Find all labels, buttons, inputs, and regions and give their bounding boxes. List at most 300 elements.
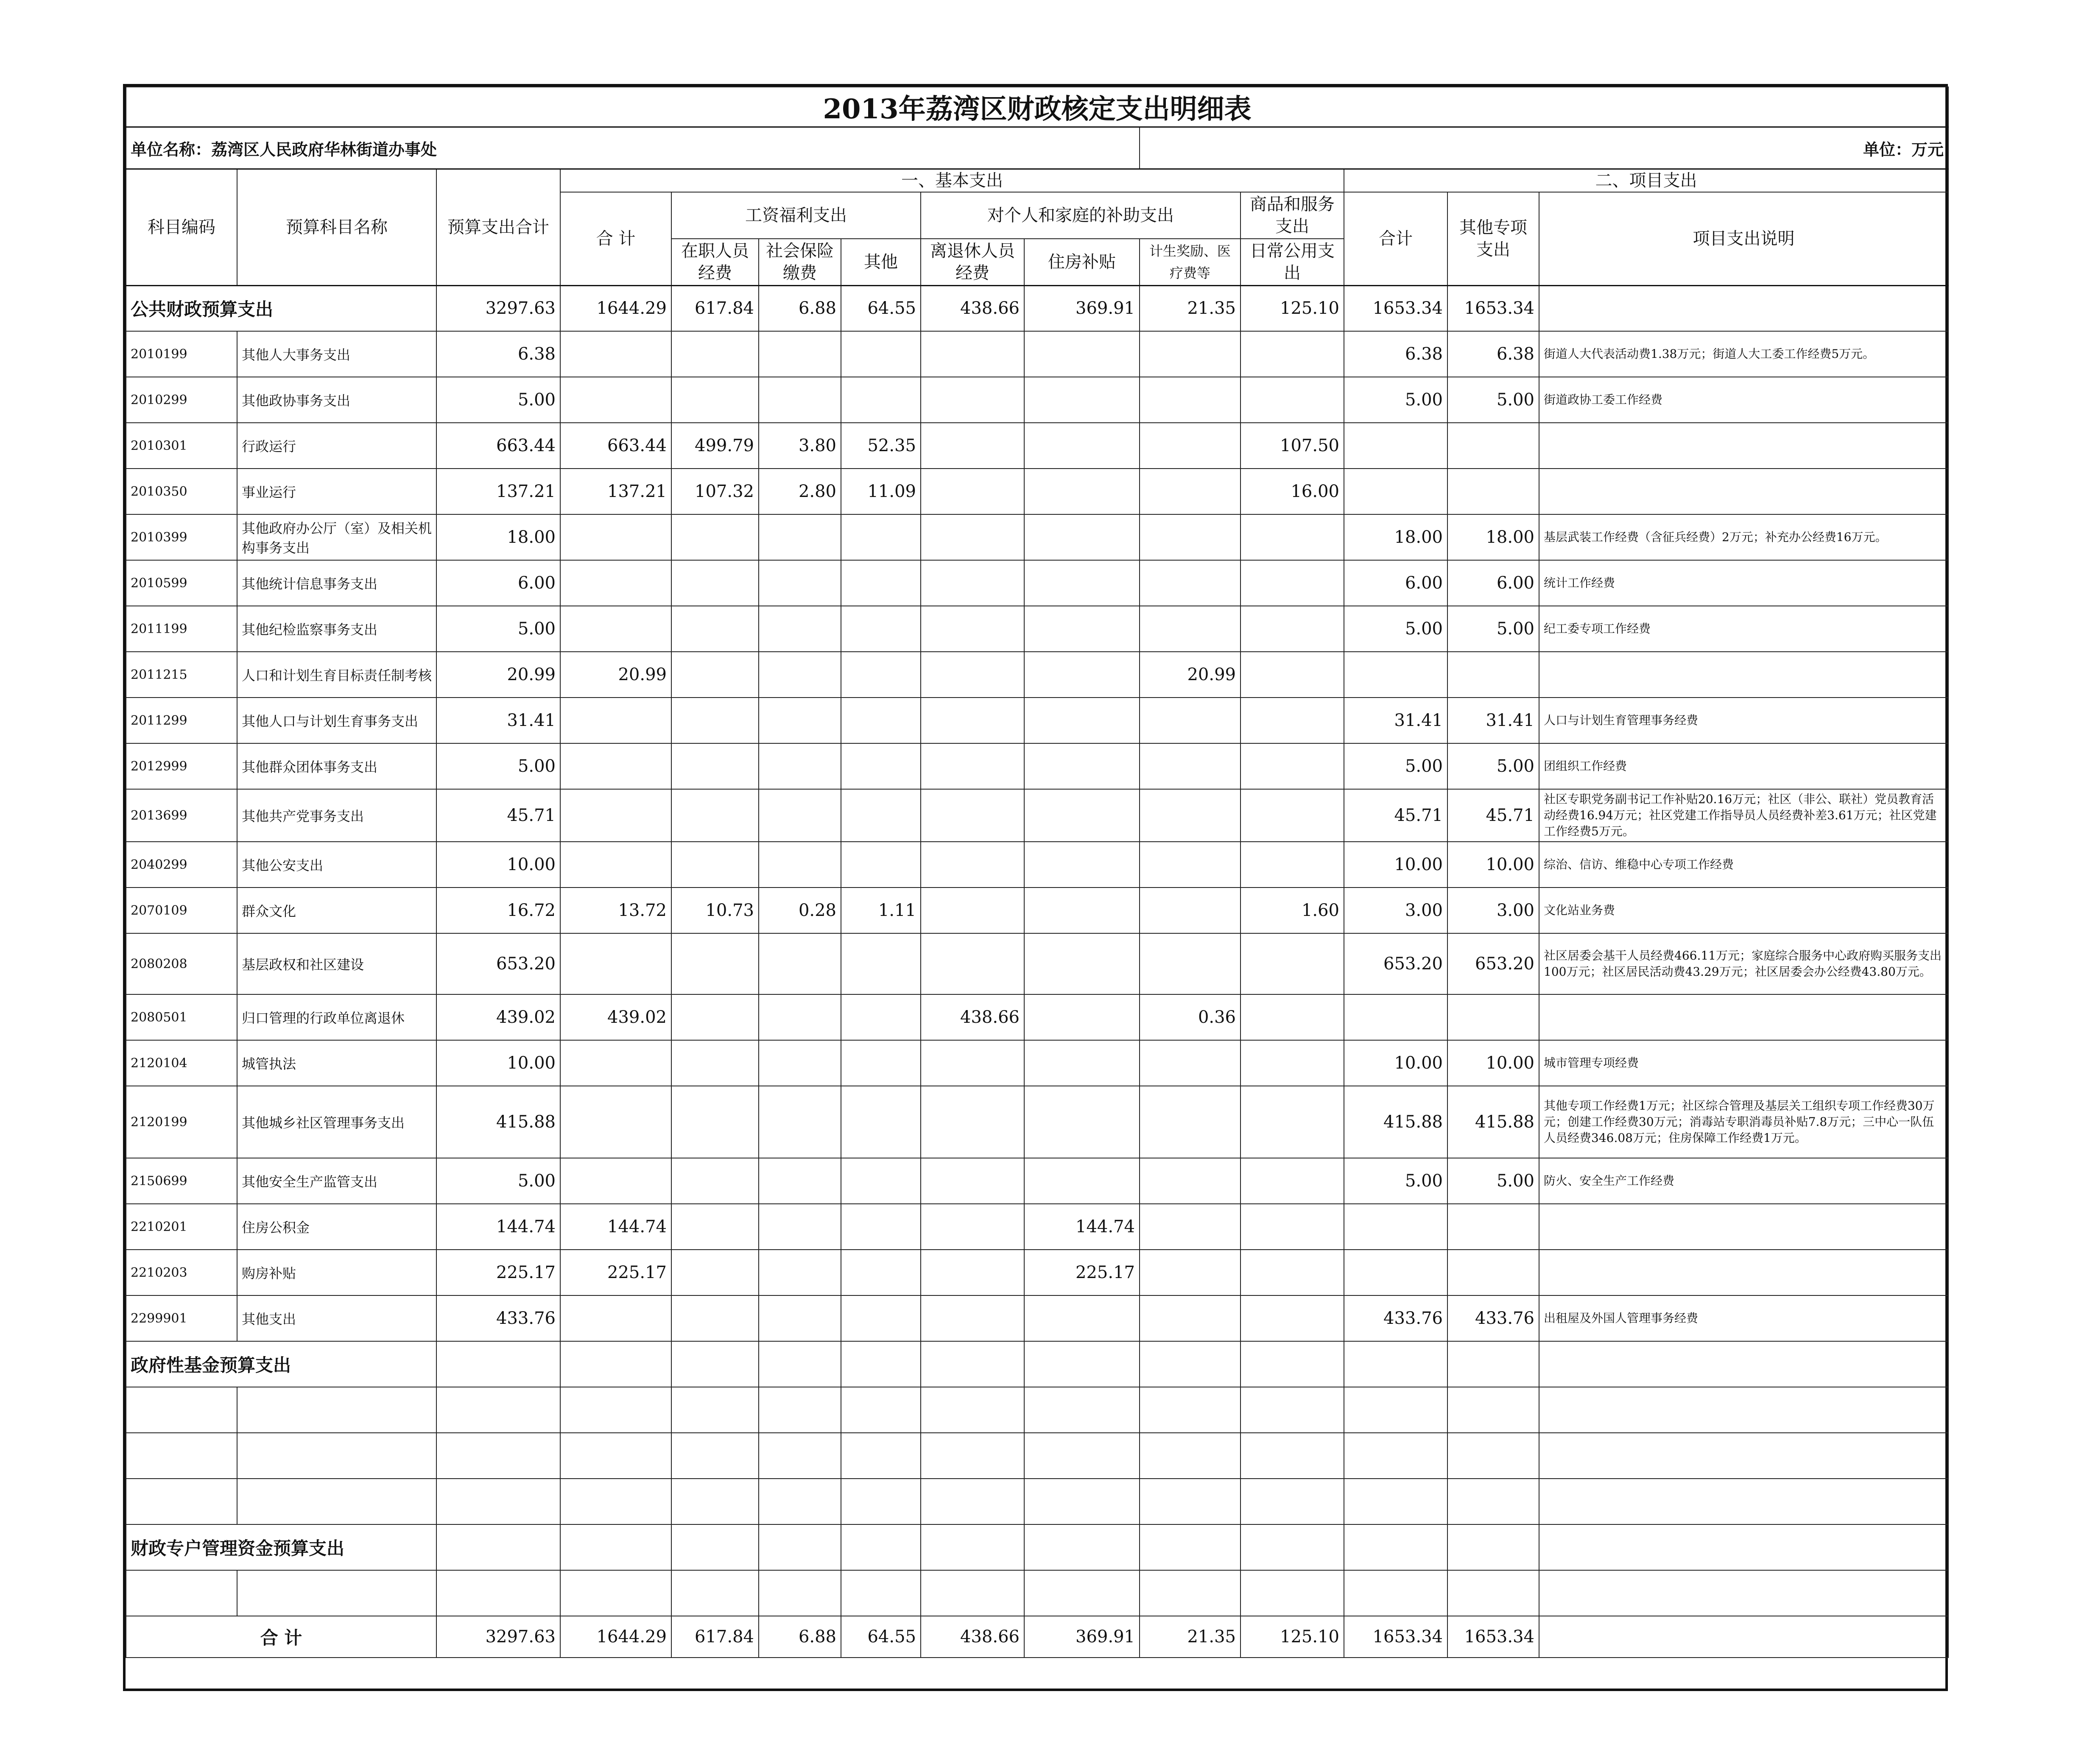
row-note: 统计工作经费 <box>1539 560 1948 606</box>
unit-name: 单位名称：荔湾区人民政府华林街道办事处 <box>126 127 1140 169</box>
row-code: 2150699 <box>126 1158 237 1204</box>
row-value <box>921 606 1024 652</box>
row-name: 住房公积金 <box>237 1204 436 1250</box>
row-value: 415.88 <box>1344 1086 1447 1158</box>
row-value <box>1140 1158 1240 1204</box>
row-value <box>759 1204 841 1250</box>
row-value: 10.00 <box>1447 842 1539 888</box>
header-proj-other: 其他专项支出 <box>1447 192 1539 285</box>
row-name: 其他公安支出 <box>237 842 436 888</box>
table-row <box>126 1086 1948 1158</box>
row-value: 653.20 <box>1447 933 1539 994</box>
row-value <box>921 1204 1024 1250</box>
row-value: 18.00 <box>1344 514 1447 560</box>
row-value: 31.41 <box>436 698 560 743</box>
header-wage-group: 工资福利支出 <box>671 192 921 239</box>
table-row <box>126 698 1948 743</box>
total-value: 64.55 <box>841 1616 921 1658</box>
row-code: 2070109 <box>126 888 237 933</box>
header-birth: 计生奖励、医疗费等 <box>1140 239 1240 285</box>
row-value <box>671 842 759 888</box>
row-note: 综治、信访、维稳中心专项工作经费 <box>1539 842 1948 888</box>
row-note <box>1539 1204 1948 1250</box>
header-budget-total: 预算支出合计 <box>436 169 560 286</box>
row-value: 6.38 <box>1447 331 1539 377</box>
row-note <box>1539 1250 1948 1295</box>
row-value: 144.74 <box>436 1204 560 1250</box>
row-value <box>1024 1158 1140 1204</box>
row-value <box>671 994 759 1040</box>
row-value <box>560 331 671 377</box>
row-value: 31.41 <box>1447 698 1539 743</box>
row-name: 其他政协事务支出 <box>237 377 436 423</box>
row-value: 415.88 <box>436 1086 560 1158</box>
total-value: 1653.34 <box>1447 1616 1539 1658</box>
row-note: 团组织工作经费 <box>1539 743 1948 789</box>
row-name: 行政运行 <box>237 423 436 469</box>
row-value: 1.11 <box>841 888 921 933</box>
row-note: 城市管理专项经费 <box>1539 1040 1948 1086</box>
row-value <box>759 1295 841 1341</box>
row-code: 2013699 <box>126 789 237 842</box>
table-row <box>126 1295 1948 1341</box>
row-value <box>1240 331 1344 377</box>
table-row <box>126 423 1948 469</box>
row-note: 防火、安全生产工作经费 <box>1539 1158 1948 1204</box>
row-value: 225.17 <box>1024 1250 1140 1295</box>
row-value <box>841 1250 921 1295</box>
row-value <box>759 994 841 1040</box>
row-value <box>1140 514 1240 560</box>
row-value <box>560 514 671 560</box>
row-value: 225.17 <box>560 1250 671 1295</box>
row-value: 433.76 <box>1447 1295 1539 1341</box>
row-code: 2011299 <box>126 698 237 743</box>
row-value <box>759 789 841 842</box>
budget-table <box>126 87 1949 1658</box>
row-code: 2010350 <box>126 469 237 514</box>
row-value: 18.00 <box>436 514 560 560</box>
row-value <box>560 933 671 994</box>
section-public-value: 438.66 <box>921 285 1024 331</box>
row-value: 31.41 <box>1344 698 1447 743</box>
row-value: 11.09 <box>841 469 921 514</box>
row-value <box>1024 469 1140 514</box>
row-name: 事业运行 <box>237 469 436 514</box>
row-value <box>1024 377 1140 423</box>
row-value: 653.20 <box>1344 933 1447 994</box>
row-value <box>1024 560 1140 606</box>
row-name: 其他统计信息事务支出 <box>237 560 436 606</box>
row-name: 其他城乡社区管理事务支出 <box>237 1086 436 1158</box>
page-title: 2013年荔湾区财政核定支出明细表 <box>126 87 1948 127</box>
row-value: 107.50 <box>1240 423 1344 469</box>
row-value: 653.20 <box>436 933 560 994</box>
row-note: 人口与计划生育管理事务经费 <box>1539 698 1948 743</box>
row-value <box>671 1250 759 1295</box>
row-value <box>1024 698 1140 743</box>
section-public-value: 125.10 <box>1240 285 1344 331</box>
row-value: 439.02 <box>560 994 671 1040</box>
table-row <box>126 789 1948 842</box>
row-value <box>560 1040 671 1086</box>
row-name: 群众文化 <box>237 888 436 933</box>
row-value <box>841 331 921 377</box>
total-value: 617.84 <box>671 1616 759 1658</box>
row-name: 其他安全生产监管支出 <box>237 1158 436 1204</box>
row-value: 6.00 <box>1447 560 1539 606</box>
row-value <box>1140 1040 1240 1086</box>
row-note <box>1539 423 1948 469</box>
row-value <box>841 1158 921 1204</box>
section-public-value: 1653.34 <box>1447 285 1539 331</box>
row-value <box>1240 789 1344 842</box>
table-row <box>126 888 1948 933</box>
row-name: 其他共产党事务支出 <box>237 789 436 842</box>
row-name: 购房补贴 <box>237 1250 436 1295</box>
row-value: 18.00 <box>1447 514 1539 560</box>
row-value <box>921 1158 1024 1204</box>
table-row <box>126 560 1948 606</box>
table-row <box>126 743 1948 789</box>
row-note <box>1539 994 1948 1040</box>
row-value: 5.00 <box>436 1158 560 1204</box>
row-note: 街道政协工委工作经费 <box>1539 377 1948 423</box>
row-code: 2010301 <box>126 423 237 469</box>
header-basic-total: 合 计 <box>560 192 671 285</box>
row-value: 6.38 <box>436 331 560 377</box>
row-code: 2080208 <box>126 933 237 994</box>
row-value: 13.72 <box>560 888 671 933</box>
row-value <box>1140 789 1240 842</box>
row-value <box>759 377 841 423</box>
row-value <box>1024 789 1140 842</box>
row-value <box>921 743 1024 789</box>
row-value: 499.79 <box>671 423 759 469</box>
row-value <box>560 606 671 652</box>
row-value <box>671 933 759 994</box>
row-value <box>1447 994 1539 1040</box>
table-row <box>126 652 1948 698</box>
row-value: 2.80 <box>759 469 841 514</box>
row-value <box>921 842 1024 888</box>
row-name: 其他人大事务支出 <box>237 331 436 377</box>
row-value <box>841 560 921 606</box>
table-row <box>126 469 1948 514</box>
total-value: 6.88 <box>759 1616 841 1658</box>
row-value <box>560 698 671 743</box>
header-proj-note: 项目支出说明 <box>1539 192 1948 285</box>
row-value <box>841 789 921 842</box>
row-value <box>1024 652 1140 698</box>
row-value: 5.00 <box>1447 377 1539 423</box>
row-value <box>560 1158 671 1204</box>
row-value <box>1140 606 1240 652</box>
row-value <box>1344 994 1447 1040</box>
row-value: 3.00 <box>1344 888 1447 933</box>
row-value: 0.28 <box>759 888 841 933</box>
row-value: 20.99 <box>560 652 671 698</box>
row-value <box>671 1204 759 1250</box>
row-value <box>671 1295 759 1341</box>
section-public-value: 3297.63 <box>436 285 560 331</box>
row-value: 0.36 <box>1140 994 1240 1040</box>
row-value: 5.00 <box>436 606 560 652</box>
row-value <box>921 698 1024 743</box>
row-value <box>921 888 1024 933</box>
header-subsidy-group: 对个人和家庭的补助支出 <box>921 192 1240 239</box>
table-row <box>126 1158 1948 1204</box>
row-name: 归口管理的行政单位离退休 <box>237 994 436 1040</box>
row-value <box>1240 842 1344 888</box>
row-value <box>759 842 841 888</box>
table-row <box>126 1204 1948 1250</box>
row-value: 52.35 <box>841 423 921 469</box>
row-value <box>921 1295 1024 1341</box>
row-value <box>1240 1295 1344 1341</box>
total-value: 3297.63 <box>436 1616 560 1658</box>
row-value <box>560 1086 671 1158</box>
row-value <box>841 377 921 423</box>
table-row <box>126 377 1948 423</box>
row-value <box>921 514 1024 560</box>
section-public-value: 1653.34 <box>1344 285 1447 331</box>
row-value: 5.00 <box>1344 743 1447 789</box>
row-note: 社区居委会基干人员经费466.11万元；家庭综合服务中心政府购买服务支出100万元；社区居民活动费43.29万元；社区居委会办公经费43.80万元。 <box>1539 933 1948 994</box>
row-code: 2120104 <box>126 1040 237 1086</box>
row-value: 45.71 <box>1344 789 1447 842</box>
row-value <box>841 1295 921 1341</box>
row-value <box>1240 514 1344 560</box>
row-value <box>1140 423 1240 469</box>
header-staff: 在职人员经费 <box>671 239 759 285</box>
row-value <box>1344 1250 1447 1295</box>
row-value: 225.17 <box>436 1250 560 1295</box>
total-value: 125.10 <box>1240 1616 1344 1658</box>
row-value <box>921 377 1024 423</box>
row-value <box>671 789 759 842</box>
row-value <box>560 1295 671 1341</box>
row-value <box>1447 1250 1539 1295</box>
row-value <box>1240 1040 1344 1086</box>
row-code: 2010399 <box>126 514 237 560</box>
row-value <box>671 743 759 789</box>
row-code: 2299901 <box>126 1295 237 1341</box>
row-value <box>560 743 671 789</box>
row-value <box>1344 423 1447 469</box>
row-value: 16.00 <box>1240 469 1344 514</box>
total-value: 438.66 <box>921 1616 1024 1658</box>
row-value <box>560 377 671 423</box>
row-value: 415.88 <box>1447 1086 1539 1158</box>
row-value <box>759 606 841 652</box>
row-value <box>671 1158 759 1204</box>
row-value <box>671 1040 759 1086</box>
row-value <box>841 743 921 789</box>
row-value <box>1140 842 1240 888</box>
row-value <box>841 514 921 560</box>
row-value <box>1240 994 1344 1040</box>
row-value <box>1240 933 1344 994</box>
row-value: 10.00 <box>436 1040 560 1086</box>
row-value <box>841 652 921 698</box>
row-value <box>1024 1295 1140 1341</box>
row-name: 其他群众团体事务支出 <box>237 743 436 789</box>
row-value <box>671 606 759 652</box>
row-value: 663.44 <box>560 423 671 469</box>
row-value: 6.38 <box>1344 331 1447 377</box>
row-value: 45.71 <box>1447 789 1539 842</box>
row-value <box>1240 606 1344 652</box>
section-public-value: 369.91 <box>1024 285 1140 331</box>
row-value <box>759 1086 841 1158</box>
row-value <box>1240 698 1344 743</box>
row-code: 2120199 <box>126 1086 237 1158</box>
row-value <box>759 743 841 789</box>
row-value <box>1140 1204 1240 1250</box>
header-project: 二、项目支出 <box>1344 169 1948 193</box>
row-value: 433.76 <box>1344 1295 1447 1341</box>
row-note <box>1539 652 1948 698</box>
row-value: 10.73 <box>671 888 759 933</box>
header-retire: 离退休人员经费 <box>921 239 1024 285</box>
row-value: 5.00 <box>436 377 560 423</box>
row-value <box>560 842 671 888</box>
row-value <box>1447 423 1539 469</box>
row-value <box>921 423 1024 469</box>
row-value: 6.00 <box>436 560 560 606</box>
row-value <box>1344 469 1447 514</box>
row-value <box>921 560 1024 606</box>
row-value <box>1024 933 1140 994</box>
header-name: 预算科目名称 <box>237 169 436 286</box>
row-value <box>1140 469 1240 514</box>
row-value <box>1240 1158 1344 1204</box>
total-value: 21.35 <box>1140 1616 1240 1658</box>
row-value <box>1240 560 1344 606</box>
section-fund-label: 政府性基金预算支出 <box>126 1341 436 1387</box>
section-special-label: 财政专户管理资金预算支出 <box>126 1524 436 1570</box>
row-value <box>759 1250 841 1295</box>
header-code: 科目编码 <box>126 169 237 286</box>
row-value <box>759 331 841 377</box>
table-row <box>126 1250 1948 1295</box>
row-value <box>921 469 1024 514</box>
header-proj-total: 合计 <box>1344 192 1447 285</box>
header-basic: 一、基本支出 <box>560 169 1344 193</box>
row-value <box>921 1250 1024 1295</box>
row-value: 439.02 <box>436 994 560 1040</box>
row-value: 107.32 <box>671 469 759 514</box>
row-value <box>841 1040 921 1086</box>
row-value <box>841 1204 921 1250</box>
section-public-label: 公共财政预算支出 <box>126 285 436 331</box>
row-value <box>841 994 921 1040</box>
section-public-value: 617.84 <box>671 285 759 331</box>
row-value <box>1140 698 1240 743</box>
row-value: 137.21 <box>436 469 560 514</box>
row-code: 2210203 <box>126 1250 237 1295</box>
row-value: 3.80 <box>759 423 841 469</box>
row-value <box>1447 1204 1539 1250</box>
section-public-note <box>1539 285 1948 331</box>
row-value <box>921 1086 1024 1158</box>
row-value <box>1140 560 1240 606</box>
row-code: 2210201 <box>126 1204 237 1250</box>
row-value <box>921 331 1024 377</box>
row-code: 2011215 <box>126 652 237 698</box>
row-value <box>671 377 759 423</box>
row-value: 5.00 <box>1344 606 1447 652</box>
row-value <box>1024 331 1140 377</box>
table-row <box>126 994 1948 1040</box>
row-value <box>1447 469 1539 514</box>
row-note: 基层武装工作经费（含征兵经费）2万元；补充办公经费16万元。 <box>1539 514 1948 560</box>
row-note: 文化站业务费 <box>1539 888 1948 933</box>
row-value: 663.44 <box>436 423 560 469</box>
row-value <box>1024 888 1140 933</box>
total-value: 1644.29 <box>560 1616 671 1658</box>
row-code: 2010599 <box>126 560 237 606</box>
row-value: 20.99 <box>1140 652 1240 698</box>
row-value <box>1140 1250 1240 1295</box>
row-value <box>1024 1086 1140 1158</box>
table-row <box>126 514 1948 560</box>
row-value <box>560 560 671 606</box>
section-public-value: 21.35 <box>1140 285 1240 331</box>
row-value <box>1140 377 1240 423</box>
row-value: 45.71 <box>436 789 560 842</box>
row-code: 2012999 <box>126 743 237 789</box>
row-value <box>921 652 1024 698</box>
row-value <box>671 698 759 743</box>
row-note: 其他专项工作经费1万元；社区综合管理及基层关工组织专项工作经费30万元；创建工作经费30万元；消毒站专职消毒员补贴7.8万元；三中心一队伍人员经费346.08万元；住房保障工作经费1万元。 <box>1539 1086 1948 1158</box>
header-wage-other: 其他 <box>841 239 921 285</box>
row-value <box>1140 743 1240 789</box>
row-code: 2010299 <box>126 377 237 423</box>
row-value <box>1024 606 1140 652</box>
row-note <box>1539 469 1948 514</box>
table-row <box>126 1040 1948 1086</box>
row-value <box>560 789 671 842</box>
header-housing: 住房补贴 <box>1024 239 1140 285</box>
header-daily: 日常公用支出 <box>1240 239 1344 285</box>
row-code: 2011199 <box>126 606 237 652</box>
row-value: 20.99 <box>436 652 560 698</box>
row-value: 144.74 <box>560 1204 671 1250</box>
row-value <box>921 933 1024 994</box>
row-name: 其他纪检监察事务支出 <box>237 606 436 652</box>
section-public-value: 1644.29 <box>560 285 671 331</box>
row-value: 16.72 <box>436 888 560 933</box>
row-value <box>841 1086 921 1158</box>
row-value: 10.00 <box>1447 1040 1539 1086</box>
total-label: 合 计 <box>126 1616 436 1658</box>
row-value <box>759 1158 841 1204</box>
row-value: 144.74 <box>1024 1204 1140 1250</box>
table-row <box>126 606 1948 652</box>
row-value <box>921 789 1024 842</box>
row-value: 10.00 <box>436 842 560 888</box>
row-code: 2010199 <box>126 331 237 377</box>
row-note: 社区专职党务副书记工作补贴20.16万元；社区（非公、联社）党员教育活动经费16.94万元；社区党建工作指导员人员经费补差3.61万元；社区党建工作经费5万元。 <box>1539 789 1948 842</box>
row-value <box>1447 652 1539 698</box>
row-value: 5.00 <box>1447 743 1539 789</box>
row-note: 纪工委专项工作经费 <box>1539 606 1948 652</box>
row-value <box>1140 1086 1240 1158</box>
row-value: 5.00 <box>1344 1158 1447 1204</box>
row-value <box>921 1040 1024 1086</box>
